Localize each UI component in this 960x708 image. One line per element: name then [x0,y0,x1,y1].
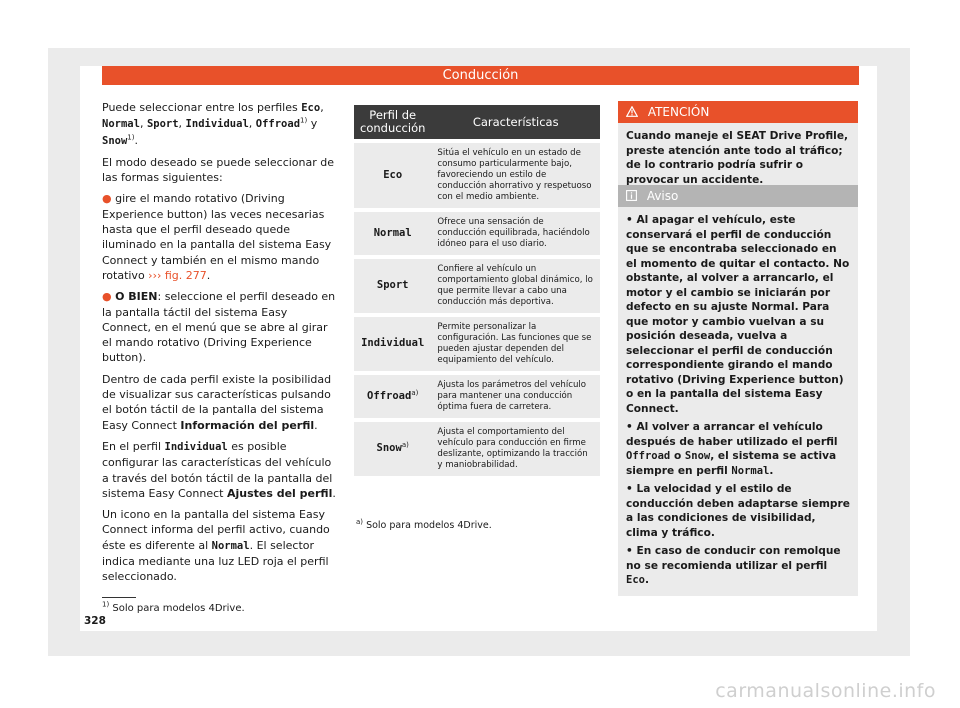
table-body [354,143,600,476]
profile-description-cell: Ofrece una sensación de conducción equilibrada, haciéndolo idóneo para el uso diario. [431,212,600,255]
notice-item: • La velocidad y el estilo de conducción deben adaptarse siempre a las condiciones de visibilidad, clima y tráfico. [626,483,850,539]
figure-link[interactable]: ››› fig. 277 [148,268,207,282]
table-header-profile: Perfil de conducción [354,105,431,139]
profile-description-cell: Sitúa el vehículo en un estado de consumo particularmente bajo, favoreciendo un estilo de conducción ahorrativo y respetuoso con el medio ambiente. [431,143,600,208]
warning-triangle-icon [626,105,642,119]
footnote-ref: 1) [127,132,135,141]
notice-item: • En caso de conducir con remolque no se recomienda utilizar el perfil Eco. [626,545,841,586]
watermark: carmanualsonline.info [715,680,936,702]
profile-name-cell: Sport [354,259,431,313]
profile-name-cell: Snow$^{a)}$ [354,422,431,476]
profile-name-cell: Eco [354,143,431,208]
notice-item: • Al volver a arrancar el vehículo después de haber utilizado el perfil Offroad o Snow, el sistema se activa siempre en perfil Normal. [626,421,838,477]
table-row [354,422,600,476]
table-row [354,375,600,418]
table-header-features: Características [431,105,600,139]
bullet-touch: ● O BIEN: seleccione el perfil deseado en la pantalla táctil del sistema Easy Connect, en el menú que se abre al girar el mando rotativo (Driving Experience button). [102,290,336,365]
profile-offroad: Offroad [255,118,301,131]
bullet-icon: ● [102,192,116,206]
profile-sport: Sport [146,118,179,131]
notice-body [618,207,858,596]
warning-title: ATENCIÓN [647,105,710,119]
profile-description-cell: Confiere al vehículo un comportamiento global dinámico, lo que permite llevar a cabo una conducción más deportiva. [431,259,600,313]
notice-item: • Al apagar el vehículo, este conservará el perfil de conducción que se encontraba seleccionado en el momento de quitar el contacto. No obstante, al volver a arrancarlo, el motor y el cambio se iniciarán por defecto en su ajuste Normal. Para que motor y cambio vuelvan a su posición deseada, vuelva a seleccionar el perfil de conducción correspondiente girando el mando rotativo (Driving Experience button) o en la pantalla del sistema Easy Connect. [626,214,850,415]
profile-description-cell: Ajusta el comportamiento del vehículo para conducción en firme deslizante, optimizando la tracción y maniobrabilidad. [431,422,600,476]
paragraph-icon: Un icono en la pantalla del sistema Easy Connect informa del perfil activo, cuando éste es diferente al Normal. El selector indica mediante una luz LED roja el perfil seleccionado. [102,508,330,584]
page-number: 328 [84,615,106,627]
section-header: Conducción [102,66,859,85]
profile-name-cell: Normal [354,212,431,255]
footnote-divider [102,597,136,598]
left-column [102,100,338,591]
profile-description-cell: Ajusta los parámetros del vehículo para mantener una conducción óptima fuera de carretera. [431,375,600,418]
profile-normal: Normal [102,118,140,131]
profile-name-cell: Offroad$^{a)}$ [354,375,431,418]
footnote-ref: 1) [300,116,308,125]
warning-box [618,101,858,195]
bullet-rotary: ● gire el mando rotativo (Driving Experience button) las veces necesarias hasta que el perfil deseado quede iluminado en la pantalla del sistema Easy Connect y también en el mismo mando rotativo ››› fig. 277. [102,192,332,282]
bullet-icon: ● [102,290,116,304]
table-footnote: $^{a)}$ Solo para modelos 4Drive. [356,517,492,531]
profile-eco: Eco [301,102,321,114]
notice-box [618,185,858,596]
profile-name-cell: Individual [354,317,431,371]
info-icon [626,189,641,203]
table-row [354,317,600,371]
table-row [354,259,600,313]
paragraph-profiles: Puede seleccionar entre los perfiles Eco, Normal, Sport, Individual, Offroad$^{1)}$ y Snow$^{1)}$. [102,101,324,147]
paragraph-individual: En el perfil Individual es posible configurar las características del vehículo a través del botón táctil de la pantalla del sistema Easy Connect Ajustes del perfil. [102,439,336,500]
profile-individual: Individual [185,118,249,131]
profile-description-cell: Permite personalizar la configuración. Las funciones que se pueden ajustar dependen del equipamiento del vehículo. [431,317,600,371]
notice-title: Aviso [646,189,679,203]
profiles-table [354,101,600,480]
profile-snow: Snow [102,134,128,147]
table-row [354,212,600,255]
paragraph-intro: El modo deseado se puede seleccionar de las formas siguientes: [102,155,335,185]
warning-text: Cuando maneje el SEAT Drive Profile, preste atención ante todo al tráfico; de lo contrario podría sufrir o provocar un accidente. [626,130,849,186]
warning-header [618,101,858,123]
notice-header [618,185,858,207]
table-row [354,143,600,208]
page-footnote: $^{1)}$ Solo para modelos 4Drive. [102,600,245,614]
paragraph-info: Dentro de cada perfil existe la posibilidad de visualizar sus características pulsando el botón táctil de la pantalla del sistema Easy Connect Información del perfil. [102,372,332,432]
